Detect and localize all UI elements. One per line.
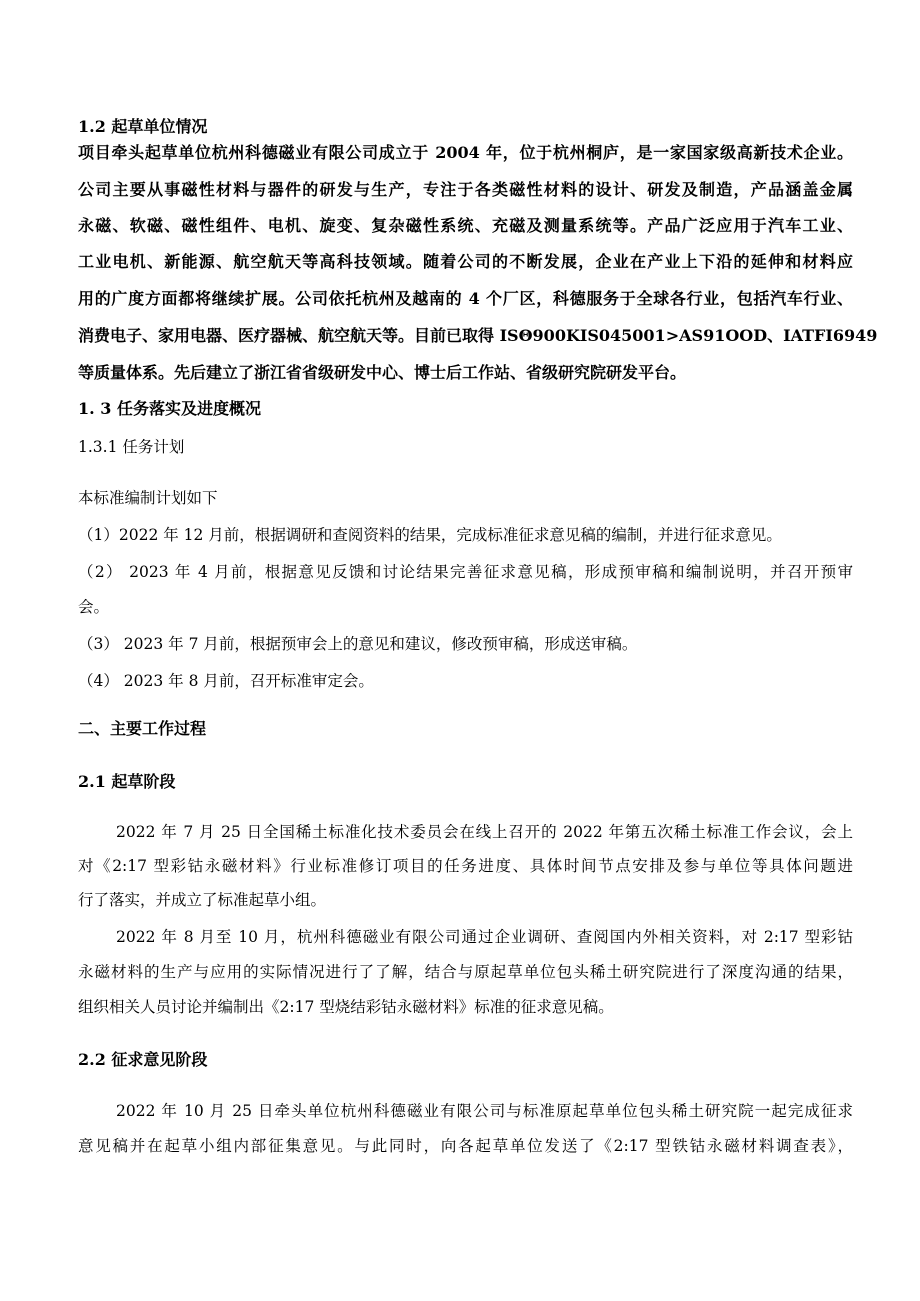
paragraph-line: 组织相关人员讨论并编制出《2:17 型烧结彩钴永磁材料》标准的征求意见稿。: [78, 998, 614, 1016]
paragraph-line: 意见稿并在起草小组内部征集意见。与此同时，向各起草单位发送了《2:17 型铁钴永磁材料调查表》，: [78, 1137, 853, 1155]
section-2-1-heading: 2.1 起草阶段: [78, 772, 176, 791]
paragraph-line: 永磁材料的生产与应用的实际情况进行了了解，结合与原起草单位包头稀土研究院进行了深度沟通的结果，: [78, 963, 853, 981]
paragraph-line: 行了落实，并成立了标准起草小组。: [78, 891, 327, 909]
paragraph-line: 2022 年 7 月 25 日全国稀土标准化技术委员会在线上召开的 2022 年第五次稀土标准工作会议，会上: [116, 823, 853, 841]
plan-item-2-cont: 会。: [78, 598, 110, 616]
section-2-2-heading: 2.2 征求意见阶段: [78, 1050, 208, 1069]
plan-intro: 本标准编制计划如下: [78, 489, 218, 507]
plan-item-3: （3） 2023 年 7 月前，根据预审会上的意见和建议，修改预审稿，形成送审稿。: [78, 635, 638, 653]
paragraph-line: 2022 年 10 月 25 日牵头单位杭州科德磁业有限公司与标准原起草单位包头稀土研究院一起完成征求: [116, 1102, 853, 1120]
subsection-1-3-1-heading: 1.3.1 任务计划: [78, 438, 185, 456]
plan-item-1: （1）2022 年 12 月前，根据调研和查阅资料的结果，完成标准征求意见稿的编制，并进行征求意见。: [78, 526, 782, 544]
paragraph-line: 用的广度方面都将继续扩展。公司依托杭州及越南的 4 个厂区，科德服务于全球各行业，包括汽车行业、: [78, 289, 853, 308]
paragraph-line: 消费电子、家用电器、医疗器械、航空航天等。目前已取得 ISΘ900KIS045001>AS91OOD、IATFI6949: [78, 326, 878, 345]
paragraph-line: 项目牵头起草单位杭州科德磁业有限公司成立于 2004 年，位于杭州桐庐，是一家国家级高新技术企业。: [78, 143, 853, 162]
section-2-heading: 二、主要工作过程: [78, 719, 207, 738]
plan-item-2: （2） 2023 年 4 月前，根据意见反馈和讨论结果完善征求意见稿，形成预审稿和编制说明，并召开预审: [78, 563, 853, 581]
paragraph-line: 工业电机、新能源、航空航天等高科技领域。随着公司的不断发展，企业在产业上下沿的延伸和材料应: [78, 252, 853, 271]
section-1-3-heading: 1. 3 任务落实及进度概况: [78, 399, 261, 418]
paragraph-line: 对《2:17 型彩钴永磁材料》行业标准修订项目的任务进度、具体时间节点安排及参与单位等具体问题进: [78, 857, 853, 875]
plan-item-4: （4） 2023 年 8 月前，召开标准审定会。: [78, 672, 374, 690]
section-1-2-heading: 1.2 起草单位情况: [78, 117, 208, 136]
paragraph-line: 公司主要从事磁性材料与器件的研发与生产，专注于各类磁性材料的设计、研发及制造，产品涵盖金属: [78, 180, 853, 199]
paragraph-line: 2022 年 8 月至 10 月，杭州科德磁业有限公司通过企业调研、查阅国内外相关资料，对 2:17 型彩钴: [116, 928, 853, 946]
paragraph-line: 等质量体系。先后建立了浙江省省级研发中心、博士后工作站、省级研究院研发平台。: [78, 363, 687, 382]
paragraph-line: 永磁、软磁、磁性组件、电机、旋变、复杂磁性系统、充磁及测量系统等。产品广泛应用于汽车工业、: [78, 216, 853, 235]
